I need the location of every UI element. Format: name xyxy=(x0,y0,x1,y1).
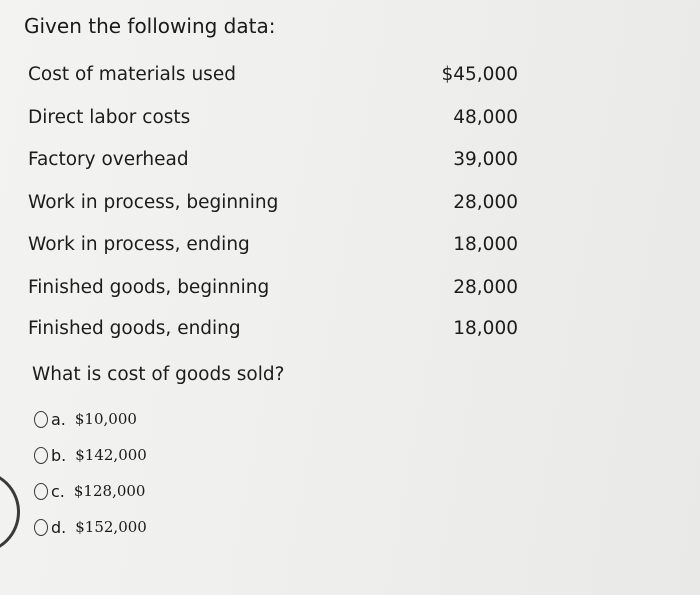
option-letter: b. xyxy=(51,445,67,465)
answer-option-c[interactable] xyxy=(34,479,145,503)
row-label: Cost of materials used xyxy=(28,64,236,85)
radio-button[interactable] xyxy=(34,519,48,536)
radio-button[interactable] xyxy=(34,447,48,464)
row-label: Work in process, ending xyxy=(28,234,250,255)
row-label: Finished goods, beginning xyxy=(28,277,270,298)
option-amount: $142,000 xyxy=(75,446,147,464)
data-row-wip-ending xyxy=(28,234,518,260)
data-row-wip-beginning xyxy=(28,192,518,218)
row-value: 18,000 xyxy=(453,318,518,339)
answer-option-d[interactable] xyxy=(34,515,147,539)
data-row-fg-ending xyxy=(28,318,518,344)
option-amount: $10,000 xyxy=(74,410,137,428)
option-letter: a. xyxy=(51,409,66,429)
row-label: Factory overhead xyxy=(28,149,189,170)
partial-circle-edge xyxy=(0,470,20,554)
option-letter: c. xyxy=(51,481,65,501)
question-heading: Given the following data: xyxy=(24,14,276,38)
row-label: Finished goods, ending xyxy=(28,318,241,339)
row-value: 28,000 xyxy=(453,192,518,213)
row-value: 28,000 xyxy=(453,277,518,298)
answer-option-b[interactable] xyxy=(34,443,147,467)
row-label: Direct labor costs xyxy=(28,107,191,128)
row-value: 18,000 xyxy=(453,234,518,255)
answer-option-a[interactable] xyxy=(34,407,137,431)
radio-button[interactable] xyxy=(34,411,48,428)
row-value: 39,000 xyxy=(453,149,518,170)
data-row-direct-labor xyxy=(28,107,518,133)
row-label: Work in process, beginning xyxy=(28,192,279,213)
radio-button[interactable] xyxy=(34,483,48,500)
option-amount: $152,000 xyxy=(75,518,147,536)
data-row-factory-overhead xyxy=(28,149,518,175)
row-value: $45,000 xyxy=(441,64,518,85)
row-value: 48,000 xyxy=(453,107,518,128)
data-row-materials xyxy=(28,64,518,90)
question-text: What is cost of goods sold? xyxy=(32,364,285,385)
option-amount: $128,000 xyxy=(73,482,146,500)
option-letter: d. xyxy=(51,517,67,537)
data-row-fg-beginning xyxy=(28,277,518,303)
